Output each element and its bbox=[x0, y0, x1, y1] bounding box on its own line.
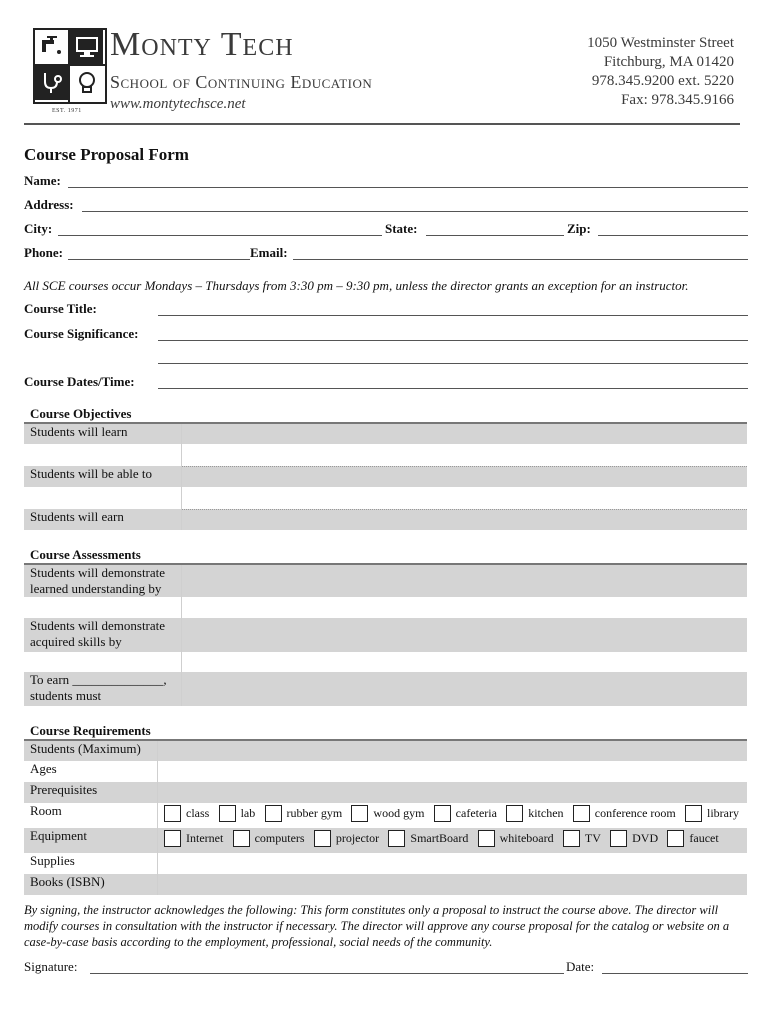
room-lab-checkbox[interactable] bbox=[219, 805, 236, 822]
faucet-icon bbox=[35, 30, 68, 64]
equipment-options: Internet computers projector SmartBoard whiteboard TV DVD faucet bbox=[158, 828, 747, 853]
state-field[interactable] bbox=[426, 235, 564, 236]
assessment-label-skills: Students will demonstrate acquired skills by bbox=[24, 618, 182, 652]
students-max-input[interactable] bbox=[158, 740, 747, 761]
phone-field[interactable] bbox=[68, 259, 250, 260]
course-dates-label: Course Dates/Time: bbox=[24, 374, 135, 389]
date-field[interactable] bbox=[602, 973, 748, 974]
equip-faucet-checkbox[interactable] bbox=[667, 830, 684, 847]
computer-icon bbox=[70, 30, 103, 64]
assessments-table bbox=[24, 563, 747, 706]
form-title: Course Proposal Form bbox=[24, 145, 189, 164]
course-title-label: Course Title: bbox=[24, 301, 97, 316]
room-rubber-gym-checkbox[interactable] bbox=[265, 805, 282, 822]
course-significance-field-2[interactable] bbox=[158, 363, 748, 364]
room-cafeteria-checkbox[interactable] bbox=[434, 805, 451, 822]
signature-field[interactable] bbox=[90, 973, 564, 974]
table-row bbox=[24, 652, 747, 672]
objective-label-earn: Students will earn bbox=[24, 509, 182, 530]
requirements-table bbox=[24, 739, 747, 895]
room-label: Room bbox=[24, 803, 158, 828]
requirements-heading: Course Requirements bbox=[30, 723, 151, 738]
stethoscope-icon bbox=[35, 66, 68, 100]
assessment-input-understanding-2[interactable] bbox=[182, 597, 748, 618]
objective-label-learn: Students will learn bbox=[24, 423, 182, 444]
objectives-table bbox=[24, 422, 747, 530]
assessment-label-earn: To earn ______________, students must bbox=[24, 672, 182, 706]
table-row bbox=[24, 740, 747, 761]
supplies-input[interactable] bbox=[158, 853, 747, 874]
equip-dvd-checkbox[interactable] bbox=[610, 830, 627, 847]
email-field[interactable] bbox=[293, 259, 748, 260]
school-crest-logo bbox=[33, 28, 107, 104]
table-row bbox=[24, 564, 747, 597]
state-label: State: bbox=[385, 221, 418, 236]
zip-label: Zip: bbox=[567, 221, 591, 236]
room-library-checkbox[interactable] bbox=[685, 805, 702, 822]
assessment-label-understanding: Students will demonstrate learned understanding by bbox=[24, 564, 182, 597]
table-row bbox=[24, 761, 747, 782]
objective-input-learn[interactable] bbox=[182, 423, 748, 444]
ages-input[interactable] bbox=[158, 761, 747, 782]
table-row bbox=[24, 487, 747, 509]
room-conference-checkbox[interactable] bbox=[573, 805, 590, 822]
objective-label-able: Students will be able to bbox=[24, 466, 182, 487]
table-row bbox=[24, 853, 747, 874]
equipment-label: Equipment bbox=[24, 828, 158, 853]
table-row bbox=[24, 803, 747, 828]
course-significance-label: Course Significance: bbox=[24, 326, 139, 341]
table-row bbox=[24, 782, 747, 803]
prerequisites-input[interactable] bbox=[158, 782, 747, 803]
phone-number: 978.345.9200 ext. 5220 bbox=[591, 73, 734, 89]
address-field[interactable] bbox=[82, 211, 748, 212]
address-line2: Fitchburg, MA 01420 bbox=[603, 54, 734, 70]
prerequisites-label: Prerequisites bbox=[24, 782, 158, 803]
equip-tv-checkbox[interactable] bbox=[563, 830, 580, 847]
course-dates-field[interactable] bbox=[158, 388, 748, 389]
ages-label: Ages bbox=[24, 761, 158, 782]
address-line1: 1050 Westminster Street bbox=[587, 35, 734, 51]
table-row bbox=[24, 509, 747, 530]
school-website: www.montytechsce.net bbox=[110, 96, 246, 112]
students-max-label: Students (Maximum) bbox=[24, 740, 158, 761]
table-row bbox=[24, 423, 747, 444]
equip-projector-checkbox[interactable] bbox=[314, 830, 331, 847]
table-row bbox=[24, 874, 747, 895]
room-wood-gym-checkbox[interactable] bbox=[351, 805, 368, 822]
table-row bbox=[24, 672, 747, 706]
books-input[interactable] bbox=[158, 874, 747, 895]
acknowledgement-statement: By signing, the instructor acknowledges the following: This form constitutes only a proposal to instruct the course above. The director will modify courses in consultation with the instructor if necessary. The director will approve any course proposal for the catalog or website on a case-by-case basis according to the employment, professional, social needs of the community. bbox=[24, 903, 730, 949]
date-label: Date: bbox=[566, 959, 595, 974]
school-name: Monty Tech bbox=[110, 26, 294, 63]
header-divider bbox=[24, 123, 740, 125]
fax-number: Fax: 978.345.9166 bbox=[621, 92, 734, 108]
established-year: EST. 1971 bbox=[52, 108, 82, 114]
assessments-heading: Course Assessments bbox=[30, 547, 141, 562]
room-options: class lab rubber gym wood gym cafeteria kitchen conference room library bbox=[158, 803, 747, 828]
city-field[interactable] bbox=[58, 235, 382, 236]
contact-block bbox=[587, 34, 734, 110]
objective-input-able[interactable] bbox=[182, 466, 748, 487]
table-row bbox=[24, 597, 747, 618]
name-field[interactable] bbox=[68, 187, 748, 188]
objective-input-earn[interactable] bbox=[182, 509, 748, 530]
table-row bbox=[24, 828, 747, 853]
table-row bbox=[24, 466, 747, 487]
course-title-field[interactable] bbox=[158, 315, 748, 316]
address-label: Address: bbox=[24, 197, 74, 212]
room-kitchen-checkbox[interactable] bbox=[506, 805, 523, 822]
schedule-note: All SCE courses occur Mondays – Thursdays from 3:30 pm – 9:30 pm, unless the director grants an exception for an instructor. bbox=[24, 278, 689, 293]
assessment-input-earn[interactable] bbox=[182, 672, 748, 706]
assessment-input-skills[interactable] bbox=[182, 618, 748, 652]
objective-input-learn-2[interactable] bbox=[182, 444, 748, 466]
equip-internet-checkbox[interactable] bbox=[164, 830, 181, 847]
course-significance-field[interactable] bbox=[158, 340, 748, 341]
equip-computers-checkbox[interactable] bbox=[233, 830, 250, 847]
email-label: Email: bbox=[250, 245, 288, 260]
table-row bbox=[24, 444, 747, 466]
zip-field[interactable] bbox=[598, 235, 748, 236]
room-class-checkbox[interactable] bbox=[164, 805, 181, 822]
objectives-heading: Course Objectives bbox=[30, 406, 132, 421]
assessment-input-skills-2[interactable] bbox=[182, 652, 748, 672]
equip-whiteboard-checkbox[interactable] bbox=[478, 830, 495, 847]
lightbulb-icon bbox=[70, 66, 103, 100]
books-label: Books (ISBN) bbox=[24, 874, 158, 895]
name-label: Name: bbox=[24, 173, 61, 188]
assessment-input-understanding[interactable] bbox=[182, 564, 748, 597]
equip-smartboard-checkbox[interactable] bbox=[388, 830, 405, 847]
city-label: City: bbox=[24, 221, 53, 236]
phone-label: Phone: bbox=[24, 245, 63, 260]
signature-label: Signature: bbox=[24, 959, 78, 974]
school-subtitle: School of Continuing Education bbox=[110, 72, 373, 92]
objective-input-able-2[interactable] bbox=[182, 487, 748, 509]
supplies-label: Supplies bbox=[24, 853, 158, 874]
table-row bbox=[24, 618, 747, 652]
